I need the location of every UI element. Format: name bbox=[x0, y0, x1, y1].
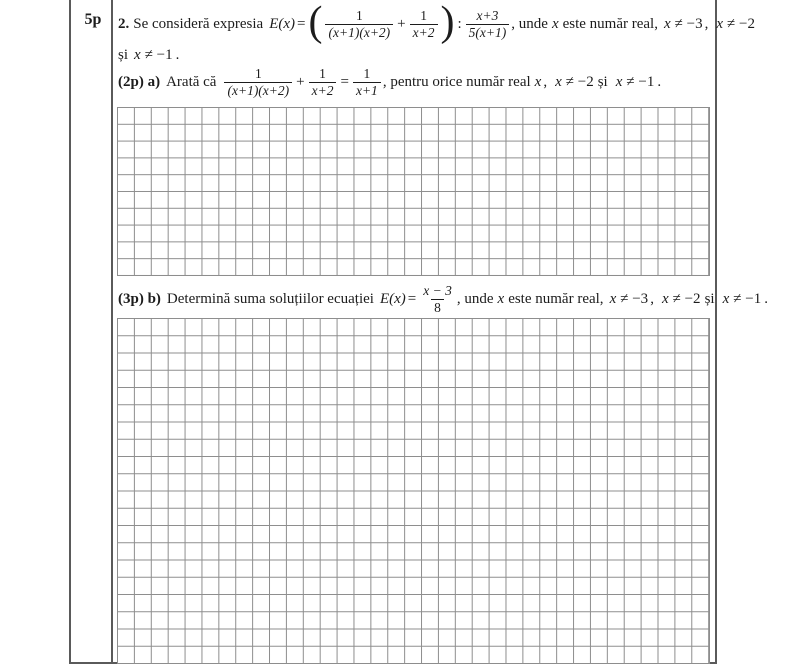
table-border-middle bbox=[111, 0, 113, 664]
fraction-a2-denominator: x+2 bbox=[309, 82, 337, 99]
answer-grid-part-b bbox=[117, 318, 710, 664]
neq-minus3: ≠ −3 bbox=[620, 290, 649, 307]
fraction-b-numerator: x − 3 bbox=[423, 282, 452, 298]
period: . bbox=[764, 290, 768, 307]
part-b-label: (3p) b) bbox=[118, 290, 161, 307]
equals-sign: = bbox=[297, 15, 306, 32]
table-border-left bbox=[69, 0, 71, 664]
fraction-1 bbox=[325, 8, 393, 41]
fraction-2-denominator: x+2 bbox=[410, 24, 438, 41]
part-a-statement bbox=[118, 60, 661, 104]
fraction-3-denominator: 5(x+1) bbox=[466, 24, 510, 41]
variable-x: x bbox=[134, 46, 141, 63]
variable-x: x bbox=[722, 290, 730, 307]
fraction-1-numerator: 1 bbox=[355, 7, 363, 23]
fraction-a2 bbox=[309, 66, 337, 99]
condition-x-neq-minus1 bbox=[616, 74, 655, 91]
neq-minus2: ≠ −2 bbox=[727, 15, 755, 32]
variable-x: x bbox=[534, 73, 542, 90]
function-name: E(x) bbox=[379, 290, 406, 307]
variable-x: x bbox=[661, 290, 669, 307]
table-border-right bbox=[715, 0, 717, 664]
variable-x: x bbox=[555, 73, 562, 90]
fraction-3 bbox=[466, 8, 510, 41]
open-paren-big: ( bbox=[308, 0, 323, 45]
fraction-a2-numerator: 1 bbox=[319, 65, 326, 81]
statement-tail1: , unde bbox=[511, 15, 548, 32]
comma: , bbox=[543, 73, 548, 90]
variable-x: x bbox=[551, 15, 559, 32]
neq-minus1: ≠ −1 bbox=[626, 73, 655, 90]
part-a-si: și bbox=[597, 73, 608, 90]
part-a-label: (2p) a) bbox=[118, 73, 161, 90]
comma: , bbox=[650, 290, 654, 307]
fraction-a3-denominator: x+1 bbox=[353, 82, 381, 99]
fraction-b-denominator: 8 bbox=[431, 299, 444, 316]
fraction-b bbox=[420, 283, 455, 316]
comma: , bbox=[704, 15, 709, 32]
equals-sign: = bbox=[407, 290, 417, 307]
variable-x: x bbox=[716, 15, 724, 32]
neq-minus1: ≠ −1 bbox=[733, 290, 762, 307]
fraction-a3-numerator: 1 bbox=[363, 65, 371, 81]
part-b-intro: Determină suma soluțiilor ecuației bbox=[166, 290, 374, 307]
condition-x-neq-minus3 bbox=[610, 291, 649, 308]
part-b-tail2: este număr real, bbox=[508, 290, 604, 307]
condition-x-neq-minus1 bbox=[723, 291, 762, 308]
neq-minus2: ≠ −2 bbox=[565, 73, 594, 90]
fraction-a1-denominator: (x+1)(x+2) bbox=[224, 82, 292, 99]
period: . bbox=[657, 73, 662, 90]
fraction-a1 bbox=[224, 66, 292, 99]
variable-x: x bbox=[609, 290, 617, 307]
part-b-si: și bbox=[704, 290, 715, 307]
variable-x: x bbox=[663, 15, 671, 32]
neq-minus3: ≠ −3 bbox=[674, 15, 703, 32]
variable-x: x bbox=[615, 73, 623, 90]
equals-sign: = bbox=[340, 73, 349, 90]
function-name: E(x) bbox=[269, 15, 296, 32]
part-b-statement bbox=[118, 280, 768, 318]
fraction-1-denominator: (x+1)(x+2) bbox=[325, 24, 393, 41]
fraction-3-numerator: x+3 bbox=[476, 7, 499, 23]
period: . bbox=[175, 46, 180, 63]
condition-x-neq-minus2 bbox=[716, 16, 755, 33]
plus-sign: + bbox=[397, 15, 406, 32]
part-a-tail: , pentru orice număr real bbox=[382, 73, 531, 90]
neq-minus1: ≠ −1 bbox=[144, 46, 173, 63]
answer-grid-part-a bbox=[117, 107, 710, 276]
condition-x-neq-minus3 bbox=[664, 16, 703, 33]
statement-intro: Se consideră expresia bbox=[133, 15, 264, 32]
neq-minus2: ≠ −2 bbox=[672, 290, 701, 307]
condition-x-neq-minus2 bbox=[555, 74, 594, 91]
division-colon: : bbox=[457, 15, 462, 32]
close-paren-big: ) bbox=[440, 0, 455, 45]
part-a-intro: Arată că bbox=[166, 73, 217, 90]
statement-tail2: este număr real, bbox=[562, 15, 658, 32]
part-b-tail1: , unde bbox=[456, 290, 494, 307]
problem-number: 2. bbox=[118, 15, 130, 32]
score-label: 5p bbox=[84, 11, 102, 28]
fraction-2 bbox=[410, 8, 438, 41]
plus-sign: + bbox=[296, 73, 305, 90]
variable-x: x bbox=[497, 290, 505, 307]
fraction-2-numerator: 1 bbox=[420, 7, 427, 23]
condition-x-neq-minus2 bbox=[662, 291, 701, 308]
fraction-a1-numerator: 1 bbox=[254, 65, 262, 81]
statement-line2-word: și bbox=[118, 46, 129, 63]
fraction-a3 bbox=[353, 66, 381, 99]
problem-statement-line1 bbox=[118, 0, 755, 48]
